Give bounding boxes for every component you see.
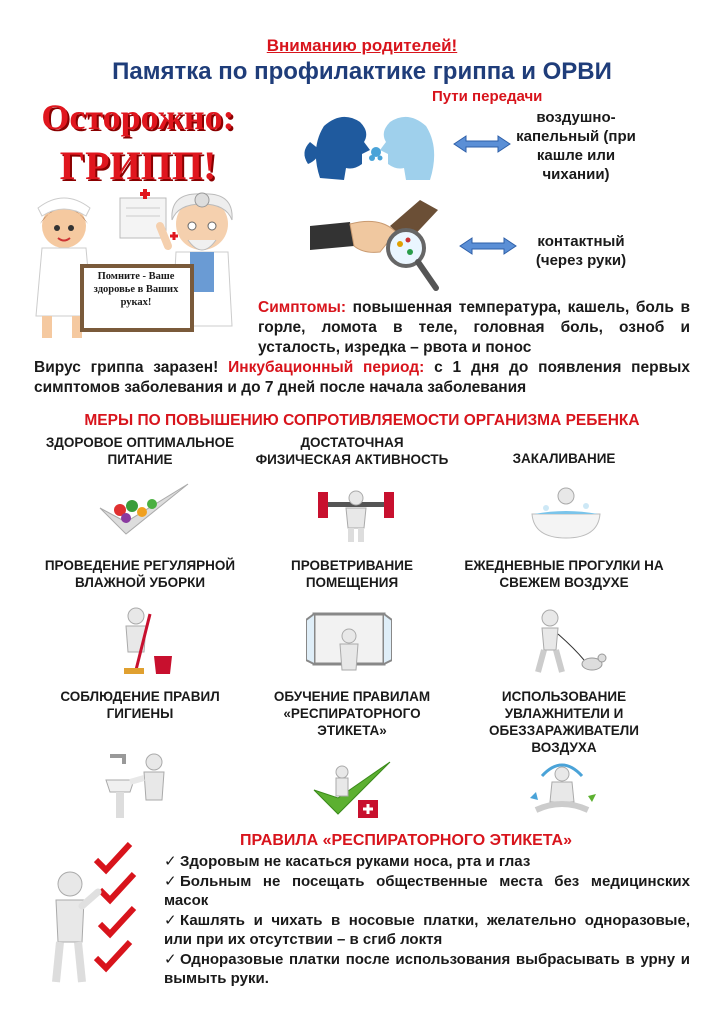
cleaning-figure-icon [110,606,180,676]
measure-ventilation: ПРОВЕТРИВАНИЕ ПОМЕЩЕНИЯ [290,558,414,590]
contact-route-text: контактный (через руки) [535,233,627,269]
measure-walks: ЕЖЕДНЕВНЫЕ ПРОГУЛКИ НА СВЕЖЕМ ВОЗДУХЕ [464,558,664,590]
measure-hardening: ЗАКАЛИВАНИЕ [512,451,616,466]
measure-wet-cleaning: ПРОВЕДЕНИЕ РЕГУЛЯРНОЙ ВЛАЖНОЙ УБОРКИ [44,558,236,590]
measures-heading: МЕРЫ ПО ПОВЫШЕНИЮ СОПРОТИВЛЯЕМОСТИ ОРГАНИЗМА РЕБЕНКА [84,412,640,429]
incubation-paragraph [34,358,690,398]
caution-text: Осторожно: [41,97,235,137]
check-icon: ✓ [164,951,177,968]
etiquette-rule-4: ✓ Одноразовые платки после использования выбрасывать в урну и вымыть руки. [164,951,690,987]
transmission-heading: Пути передачи [432,88,543,105]
measure-humidifiers: ИСПОЛЬЗОВАНИЕ УВЛАЖНИТЕЛИ И ОБЕЗЗАРАЖИВАТЕЛИ ВОЗДУХА [489,689,639,755]
incubation-text: с 1 дня до появления первых симптомов заболевания и до 7 дней после начала заболевания [34,359,691,396]
symptoms-text: повышенная температура, кашель, боль в горле, ломота в теле, головная боль, озноб и усталость, изредка – рвота и понос [258,299,690,356]
walking-dog-icon [530,608,610,676]
double-arrow-airborne-icon [452,134,512,154]
etiquette-rule-3: ✓ Кашлять и чихать в носовые платки, желательно одноразовые, или при их отсутствии – в сгиб локтя [164,912,690,948]
flu-text: ГРИПП! [59,143,217,188]
checklist-figure-icon [46,842,142,992]
airborne-route-text: воздушно-капельный (при кашле или чихании) [516,109,636,183]
check-first-aid-icon [312,756,392,822]
check-icon: ✓ [164,853,177,870]
attention-heading: Вниманию родителей! [266,36,458,55]
symptoms-label: Симптомы: [258,299,347,316]
measure-nutrition: ЗДОРОВОЕ ОПТИМАЛЬНОЕ ПИТАНИЕ [45,435,235,467]
air-purifier-figure-icon [522,752,602,820]
vegetables-checkmark-icon [96,482,196,542]
bath-icon [526,484,606,544]
handwashing-icon [104,750,174,820]
page-title: Памятка по профилактике гриппа и ОРВИ [112,58,612,85]
symptoms-paragraph [258,298,690,358]
measure-etiquette-training: ОБУЧЕНИЕ ПРАВИЛАМ «РЕСПИРАТОРНОГО ЭТИКЕТА» [273,689,431,738]
handshake-magnifier-icon [310,196,450,296]
sign-text: Помните - Ваше здоровье в Ваших руках! [93,271,179,308]
nurse-doctor-illustration [20,186,250,346]
double-arrow-contact-icon [458,236,518,256]
virus-contagious-text: Вирус гриппа заразен! [34,359,219,376]
measure-activity: ДОСТАТОЧНАЯ ФИЗИЧЕСКАЯ АКТИВНОСТЬ [255,435,449,467]
measure-hygiene: СОБЛЮДЕНИЕ ПРАВИЛ ГИГИЕНЫ [60,689,220,721]
check-icon: ✓ [164,912,177,929]
check-icon: ✓ [164,873,177,890]
incubation-label: Инкубационный период: [228,359,425,376]
etiquette-rule-2: ✓ Больным не посещать общественные места без медицинских масок [164,873,690,909]
open-window-icon [306,610,392,676]
etiquette-heading: ПРАВИЛА «РЕСПИРАТОРНОГО ЭТИКЕТА» [240,832,572,849]
sneezing-heads-icon [300,108,450,188]
weightlifter-icon [316,484,396,544]
etiquette-rule-1: ✓ Здоровым не касаться руками носа, рта и глаз [164,853,531,870]
